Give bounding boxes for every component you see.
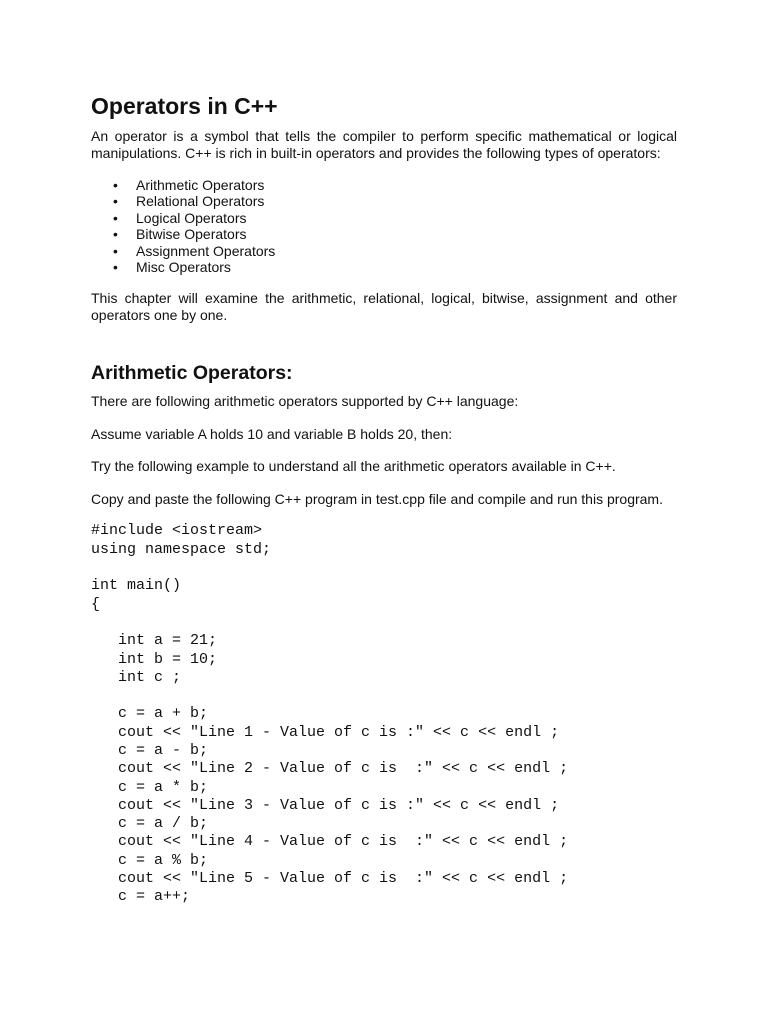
code-line: cout << "Line 2 - Value of c is :" << c << endl ;: [91, 760, 569, 778]
code-line: c = a % b;: [91, 851, 209, 869]
code-line: int c ;: [91, 668, 182, 686]
code-line: cout << "Line 5 - Value of c is :" << c << endl ;: [91, 870, 569, 888]
list-item: • Relational Operators: [91, 193, 677, 209]
code-line: c = a - b;: [91, 742, 209, 759]
code-block: [91, 522, 677, 906]
code-line: cout << "Line 4 - Value of c is :" << c << endl ;: [91, 833, 569, 851]
section-paragraph: Assume variable A holds 10 and variable B holds 20, then:: [91, 425, 453, 442]
code-line: cout << "Line 1 - Value of c is :" << c << endl ;: [91, 723, 560, 741]
code-line: c = a++;: [91, 888, 191, 906]
list-item: • Assignment Operators: [91, 243, 677, 259]
section-heading: Arithmetic Operators:: [91, 362, 293, 385]
code-line: int a = 21;: [91, 632, 218, 650]
code-line: c = a * b;: [91, 778, 209, 796]
code-line: using namespace std;: [91, 540, 272, 558]
page-title: Operators in C++: [91, 93, 278, 119]
list-item: • Misc Operators: [91, 259, 677, 275]
code-line: {: [91, 595, 101, 613]
section-paragraph: Copy and paste the following C++ program in test.cpp file and compile and run this program.: [91, 490, 663, 507]
list-item: • Logical Operators: [91, 210, 677, 226]
section-paragraph: Try the following example to understand all the arithmetic operators available in C++.: [91, 458, 616, 475]
code-line: c = a / b;: [91, 815, 209, 833]
code-line: c = a + b;: [91, 705, 209, 723]
code-line: [91, 559, 677, 577]
code-line: int b = 10;: [91, 650, 218, 668]
code-line: int main(): [91, 577, 182, 595]
section-paragraph: There are following arithmetic operators supported by C++ language:: [91, 393, 519, 410]
code-line: cout << "Line 3 - Value of c is :" << c << endl ;: [91, 796, 560, 814]
intro-paragraph: An operator is a symbol that tells the compiler to perform specific mathematical or logical manipulations. C++ is rich in built-in operators and provides the following types of operators:: [91, 128, 677, 161]
document-page: [91, 92, 677, 907]
code-line: #include <iostream>: [91, 522, 263, 540]
list-item: • Arithmetic Operators: [91, 177, 677, 193]
operator-types-list: [91, 177, 677, 275]
chapter-note-paragraph: This chapter will examine the arithmetic, relational, logical, bitwise, assignment and other operators one by one.: [91, 290, 677, 323]
code-line: [91, 687, 677, 705]
code-line: [91, 614, 677, 632]
list-item: • Bitwise Operators: [91, 226, 677, 242]
